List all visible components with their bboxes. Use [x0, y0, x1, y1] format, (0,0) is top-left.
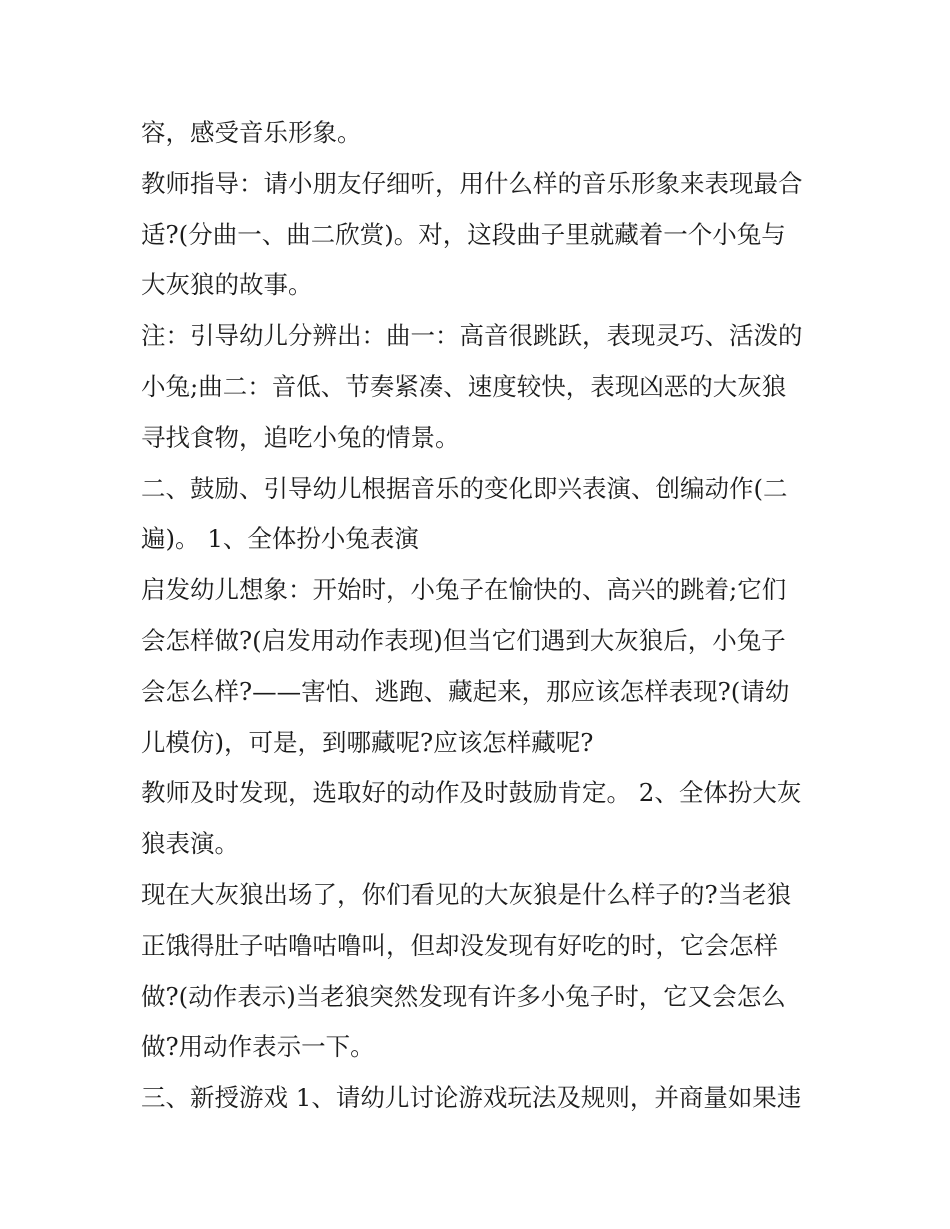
document-body	[141, 108, 821, 1124]
text-line: 容，感受音乐形象。	[141, 118, 362, 147]
text-line: 大灰狼的故事。	[141, 270, 313, 300]
text-line: 适?(分曲一、曲二欣赏)。对，这段曲子里就藏着一个小兔与	[141, 219, 786, 249]
text-line: 狼表演。	[141, 829, 239, 859]
text-line: 儿模仿)，可是，到哪藏呢?应该怎样藏呢?	[141, 727, 594, 757]
text-line: 启发幼儿想象：开始时，小兔子在愉快的、高兴的跳着;它们	[141, 575, 787, 605]
text-line: 注：引导幼儿分辨出：曲一：高音很跳跃，表现灵巧、活泼的	[141, 321, 803, 351]
text-line: 二、鼓励、引导幼儿根据音乐的变化即兴表演、创编动作(二	[141, 473, 788, 503]
text-line: 会怎样做?(启发用动作表现)但当它们遇到大灰狼后，小兔子	[141, 625, 786, 655]
text-line: 正饿得肚子咕噜咕噜叫，但却没发现有好吃的时，它会怎样	[141, 930, 778, 960]
text-line: 小兔;曲二：音低、节奏紧凑、速度较快，表现凶恶的大灰狼	[141, 371, 787, 401]
text-line: 教师指导：请小朋友仔细听，用什么样的音乐形象来表现最合	[141, 168, 803, 198]
text-line: 做?(动作表示)当老狼突然发现有许多小兔子时，它又会怎么	[141, 981, 786, 1011]
text-line: 三、新授游戏 1、请幼儿讨论游戏玩法及规则，并商量如果违	[141, 1083, 802, 1113]
text-line: 会怎么样?——害怕、逃跑、藏起来，那应该怎样表现?(请幼	[141, 676, 790, 706]
text-line: 遍)。 1、全体扮小兔表演	[141, 524, 419, 554]
text-line: 教师及时发现，选取好的动作及时鼓励肯定。 2、全体扮大灰	[141, 778, 802, 808]
text-line: 寻找食物，追吃小兔的情景。	[141, 422, 460, 452]
text-line: 做?用动作表示一下。	[141, 1032, 375, 1062]
text-line: 现在大灰狼出场了，你们看见的大灰狼是什么样子的?当老狼	[141, 879, 792, 909]
